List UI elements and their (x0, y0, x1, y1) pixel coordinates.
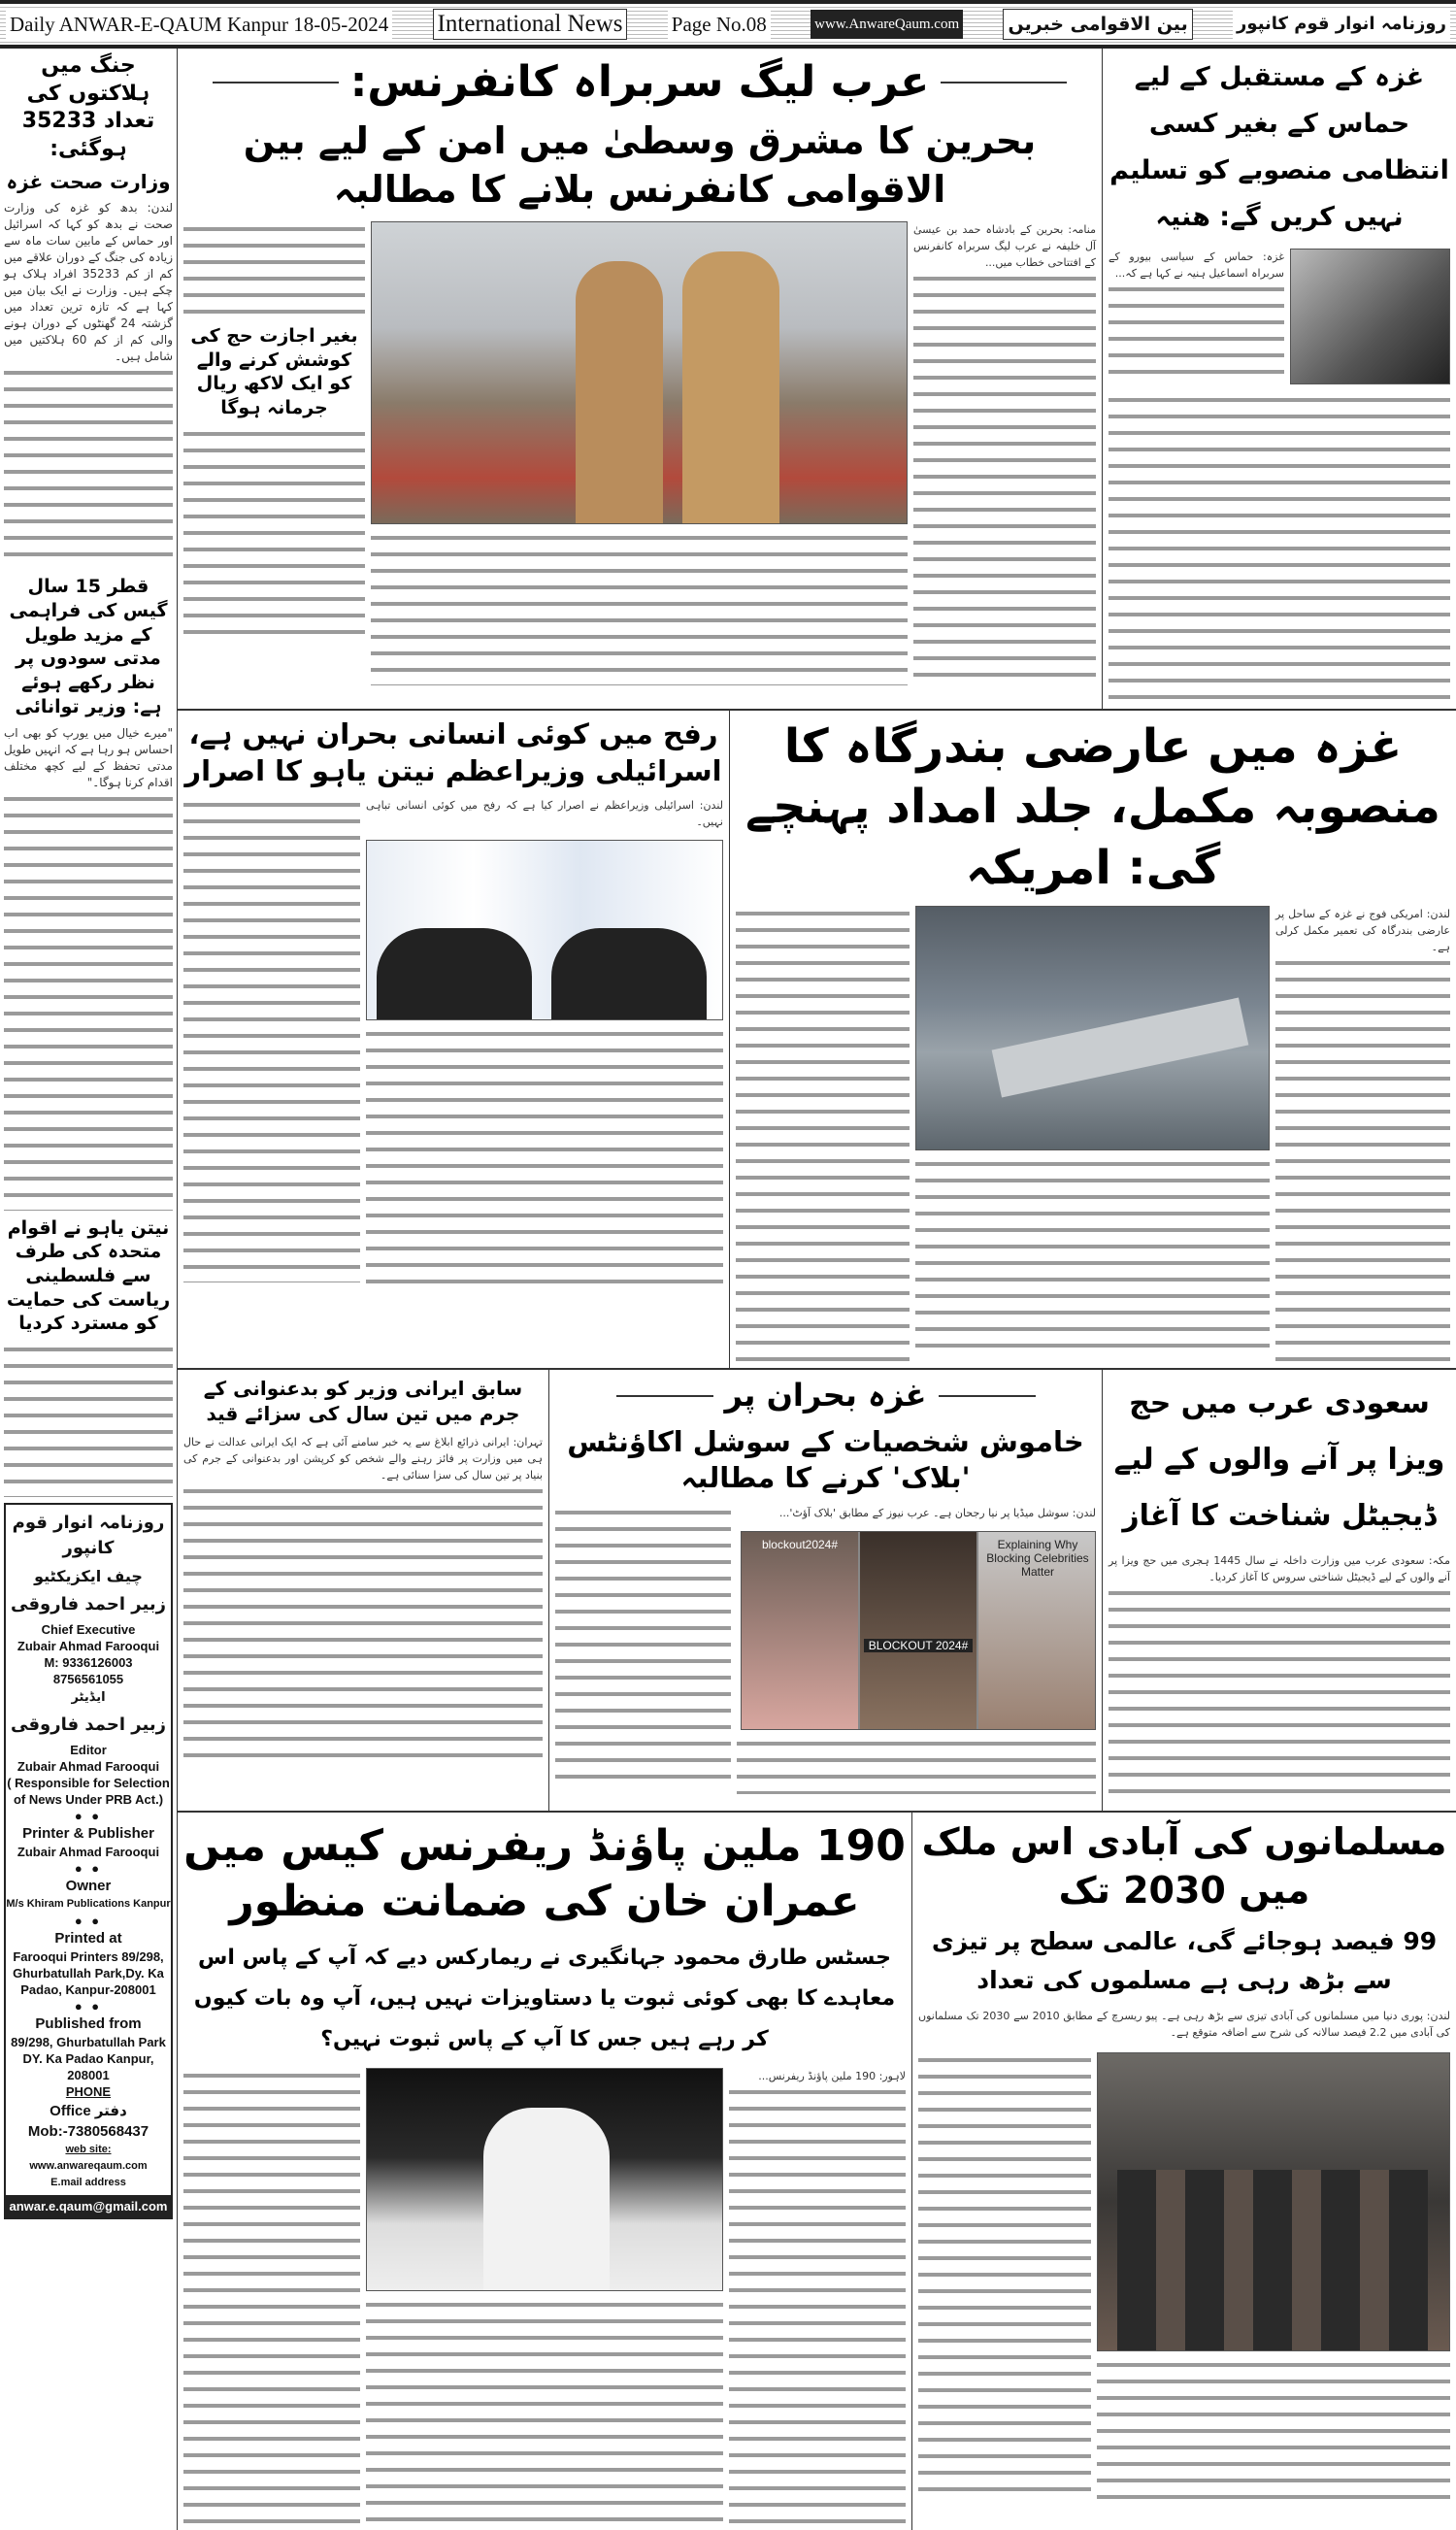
office-label-urdu: دفتر (94, 2101, 127, 2119)
left-column (0, 49, 178, 2530)
gaza-port-body-bottom (915, 1156, 1270, 1360)
iran-minister-body: تہران: ایرانی ذرائع ابلاغ سے یہ خبر سامنے آئی ہے کہ ایک ایرانی عدالت نے حال ہی میں وزارت پر فائز رہنے والے شخص کو کرپشن اور بدعنوانی کے جرم کی بنیاد پر تین سال کی سزا سنائی ہے۔ (183, 1434, 543, 1764)
iran-minister-story (178, 1370, 549, 1811)
third-section (178, 1370, 1456, 1813)
masthead (0, 0, 1456, 49)
left-story1-body: لندن: بدھ کو غزہ کی وزارت صحت نے بدھ کو کہا کہ اسرائیل اور حماس کے مابین سات ماہ سے زیادہ کی جنگ کے دوران علاقے میں کم از کم 35233 افراد ہلاک ہو چکے ہیں۔ وزارت نے ایک بیان میں کہا ہے کہ تازہ ترین تعداد میں گزشتہ 24 گھنٹوں کے دوران ہونے والی کم از کم 60 ہلاکتیں میں شامل ہیں۔ (4, 200, 173, 569)
haniyeh-story (1103, 49, 1456, 709)
section-title: International News (433, 9, 628, 40)
website-url[interactable]: www.anwareqaum.com (29, 2159, 148, 2172)
left-story3-headline: نیتن یاہو نے اقوام متحدہ کی طرف سے فلسطینی ریاست کی حمایت کو مسترد کردیا (6, 1216, 171, 1335)
owner-name: M/s Khiram Publications Kanpur (6, 1897, 171, 1910)
editor-name-urdu: زبیر احمد فاروقی (11, 1714, 166, 1735)
page-number: Page No.08 (668, 10, 771, 39)
photo-figure (377, 928, 532, 1020)
kicker-rule (939, 1395, 1036, 1397)
editor-name: Zubair Ahmad Farooqui (17, 1758, 160, 1774)
left-story3-body (4, 1342, 173, 1497)
gaza-port-story (730, 711, 1456, 1368)
gaza-port-headline: غزہ میں عارضی بندرگاہ کا منصوبہ مکمل، جلد امداد پہنچے گی: امریکہ (745, 719, 1440, 895)
iran-minister-headline: سابق ایرانی وزیر کو بدعنوانی کے جرم میں تین سال کی سزائے قید (203, 1377, 523, 1426)
section-title-urdu: بین الاقوامی خبریں (1003, 9, 1192, 40)
published-address: 89/298, Ghurbatullah Park DY. Ka Padao Kanpur, 208001 (11, 2034, 166, 2082)
photo-caption-tag: #BLOCKOUT 2024 (864, 1639, 973, 1652)
photo-figure (483, 2108, 610, 2291)
left-story1-headline: جنگ میں ہلاکتوں کی تعداد 35233 ہوگئی: (21, 53, 155, 161)
left-story2-headline: قطر 15 سال گیس کی فراہمی کے مزید طویل مدتی سودوں پر نظر رکھے ہوئے ہے: وزیر توانائی (9, 576, 168, 717)
gaza-port-body: لندن: امریکی فوج نے غزہ کے ساحل پر عارضی بندرگاہ کی تعمیر مکمل کرلی ہے۔ (1275, 906, 1450, 1362)
netanyahu-photo (366, 840, 723, 1020)
imran-subhead: جسٹس طارق محمود جہانگیری نے ریمارکس دیے کہ آپ کے پاس اس معاہدے کا بھی کوئی ثبوت یا دستاویزات نہیں ہیں، آپ وہ بات کیوں کر رہے ہیں جس کا آپ کے پاس ثبوت نہیں؟ (193, 1945, 896, 2051)
hajj-unlicensed-headline: بغیر اجازت حج کی کوشش کرنے والے کو ایک لاکھ ریال جرمانہ ہوگا (190, 324, 358, 419)
divider-dots: ● ● (74, 1998, 103, 2014)
printed-title: Printed at (54, 1929, 122, 1947)
netanyahu-story (178, 711, 730, 1368)
imprint-box (4, 1503, 173, 2219)
muslims-story (912, 1813, 1456, 2529)
divider-dots: ● ● (74, 1808, 103, 1823)
saudi-hajj-headline: سعودی عرب میں حج ویزا پر آنے والوں کے لیے ڈیجیٹل شناخت کا آغاز (1113, 1386, 1445, 1534)
imran-headline: 190 ملین پاؤنڈ ریفرنس کیس میں عمران خان کی ضمانت منظور (183, 1821, 906, 1927)
fourth-section (178, 1813, 1456, 2529)
photo-pier (992, 998, 1249, 1098)
kicker-rule (941, 82, 1067, 83)
muslims-photo (1097, 2052, 1450, 2351)
email-title: E.mail address (50, 2176, 126, 2188)
printer-name: Zubair Ahmad Farooqui (17, 1844, 160, 1859)
published-title: Published from (35, 2014, 142, 2032)
gaza-port-photo (915, 906, 1270, 1150)
web-title: web site: (65, 2143, 112, 2155)
website-link[interactable]: www.AnwareQaum.com (811, 10, 963, 39)
imran-story (178, 1813, 912, 2529)
muslims-headline: مسلمانوں کی آبادی اس ملک میں 2030 تک (921, 1820, 1447, 1912)
haniyeh-photo (1290, 249, 1450, 384)
saudi-hajj-story (1103, 1370, 1456, 1811)
photo-crowd (1117, 2170, 1428, 2351)
office-mobile: Mob:-7380568437 (27, 2122, 149, 2140)
blockout-headline: خاموش شخصیات کے سوشل اکاؤنٹس 'بلاک' کرنے کا مطالبہ (567, 1424, 1084, 1495)
hajj-unlicensed-intro (183, 221, 365, 318)
gaza-port-body-left (736, 906, 910, 1362)
mobile-2: 8756561055 (52, 1671, 124, 1686)
divider-dots: ● ● (74, 1860, 103, 1876)
blockout-body-bottom (737, 1736, 1096, 1794)
saudi-hajj-body: مکہ: سعودی عرب میں وزارت داخلہ نے سال 1445 ہجری میں حج ویزا پر آنے والوں کے لیے ڈیجیٹل شناختی سروس کا آغاز کردیا۔ (1109, 1552, 1450, 1805)
arab-league-body: منامہ: بحرین کے بادشاہ حمد بن عیسیٰ آل خلیفہ نے عرب لیگ سربراہ کانفرنس کے افتتاحی خطاب میں... (913, 221, 1096, 687)
printed-address: Farooqui Printers 89/298, Ghurbatullah Park,Dy. Ka Padao, Kanpur-208001 (13, 1948, 164, 1997)
blockout-kicker: غزہ بحران پر (724, 1377, 927, 1415)
netanyahu-body: لندن: اسرائیلی وزیراعظم نے اصرار کیا ہے کہ رفح میں کوئی انسانی تباہی نہیں۔ (366, 797, 723, 834)
second-section (178, 711, 1456, 1370)
photo-figure (576, 261, 663, 523)
email-address[interactable]: anwar.e.qaum@gmail.com (6, 2195, 171, 2217)
divider-dots: ● ● (74, 1913, 103, 1928)
haniyeh-headline: غزہ کے مستقبل کے لیے حماس کے بغیر کسی انتظامی منصوبے کو تسلیم نہیں کریں گے: ھنیہ (1109, 62, 1449, 232)
imran-body-left (183, 2068, 360, 2524)
arab-league-headline: بحرین کا مشرق وسطیٰ میں امن کے لیے بین الاقوامی کانفرنس بلانے کا مطالبہ (243, 119, 1037, 211)
haniyeh-body: غزہ: حماس کے سیاسی بیورو کے سربراہ اسماعیل ہنیہ نے کہا ہے کہ... (1109, 249, 1284, 384)
blockout-body: لندن: سوشل میڈیا پر نیا رجحان ہے۔ عرب نیوز کے مطابق 'بلاک آؤٹ'... (737, 1505, 1096, 1525)
name-urdu: زبیر احمد فاروقی (11, 1593, 166, 1615)
prb-note: ( Responsible for Selection of News Under PRB Act.) (7, 1775, 170, 1807)
office-label: Office (50, 2102, 91, 2119)
hajj-unlicensed-body (183, 426, 365, 640)
photo-panel (742, 1532, 858, 1730)
blockout-photo (741, 1531, 1096, 1730)
kicker-rule (213, 82, 339, 83)
arab-league-body-cont (371, 530, 908, 685)
owner-title: Owner (65, 1877, 112, 1894)
photo-figure (551, 928, 707, 1020)
arab-league-photo (371, 221, 908, 524)
muslims-body-bottom (1097, 2357, 1450, 2503)
imran-body-bottom (366, 2297, 723, 2524)
chief-exec-name: Zubair Ahmad Farooqui (17, 1638, 160, 1653)
muslims-subhead: 99 فیصد ہوجائے گی، عالمی سطح پر تیزی سے بڑھ رہی ہے مسلموں کی تعداد (931, 1926, 1438, 1994)
netanyahu-headline: رفح میں کوئی انسانی بحران نہیں ہے، اسرائیلی وزیراعظم نیتن یاہو کا اصرار (184, 717, 722, 787)
left-story2-body: "میرے خیال میں یورپ کو بھی اب احساس ہو رہا ہے کہ انہیں طویل مدتی تحفظ کے لیے کچھ مختلف اقدام کرنا ہوگا۔" (4, 725, 173, 1211)
editor-label: Editor (70, 1742, 107, 1757)
imran-photo (366, 2068, 723, 2291)
phone-title: PHONE (65, 2083, 112, 2099)
mobile-1: M: 9336126003 (44, 1654, 133, 1670)
edition-date: Daily ANWAR-E-QAUM Kanpur 18-05-2024 (6, 10, 392, 39)
newspaper-logo: روزنامہ انوار قوم کانپور (1233, 10, 1450, 39)
imprint-logo: روزنامہ انوار قوم کانپور (12, 1512, 165, 1558)
chief-exec-label: Chief Executive (41, 1621, 136, 1637)
netanyahu-body-left (183, 797, 360, 1282)
blockout-story (549, 1370, 1103, 1811)
photo-figure (682, 251, 779, 523)
haniyeh-body-cont (1109, 392, 1450, 703)
netanyahu-body-bottom (366, 1026, 723, 1288)
printer-title: Printer & Publisher (22, 1824, 154, 1842)
photo-caption-tag: Explaining Why Blocking Celebrities Matter (986, 1538, 1089, 1580)
left-story1-subhead: وزارت صحت غزہ (6, 170, 171, 194)
arab-league-kicker: عرب لیگ سربراہ کانفرنس: (349, 57, 930, 107)
photo-caption-tag: #blockout2024 (761, 1538, 839, 1552)
muslims-body: لندن: پوری دنیا میں مسلمانوں کی آبادی تیزی سے بڑھ رہی ہے۔ پیو ریسرچ کے مطابق 2010 سے 2030 تک مسلمانوں کی آبادی میں 2.2 فیصد سالانہ کی شرح سے اضافہ متوقع ہے۔ (918, 2008, 1450, 2045)
kicker-rule (616, 1395, 713, 1397)
photo-panel (860, 1532, 976, 1730)
arab-league-story (178, 49, 1103, 709)
top-section (178, 49, 1456, 711)
editor-urdu: ایڈیٹر (71, 1689, 106, 1705)
blockout-body-left (555, 1505, 731, 1786)
chief-exec-urdu: چیف ایکزیکٹیو (34, 1566, 143, 1585)
muslims-body-left (918, 2052, 1091, 2499)
imran-body: لاہور: 190 ملین پاؤنڈ ریفرنس... (729, 2068, 906, 2524)
